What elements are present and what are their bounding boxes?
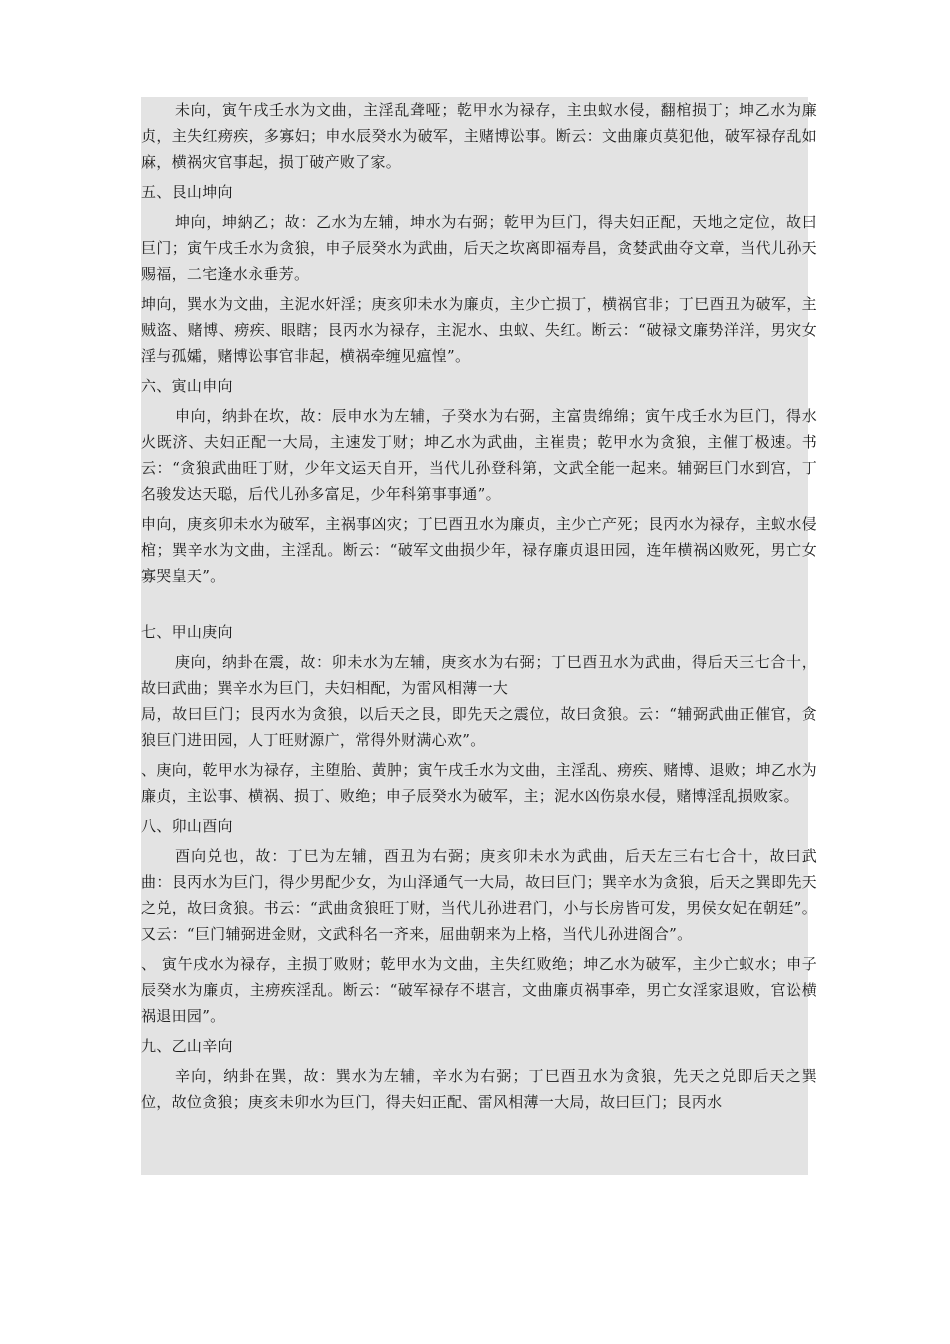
document-body: [141, 97, 817, 1119]
paragraph-geng-direction-inauspicious: 、庚向，乾甲水为禄存，主堕胎、黄肿；寅午戌壬水为文曲，主淫乱、痨疾、赌博、退败；坤乙水为廉贞，主讼事、横祸、损丁、败绝；申子辰癸水为破军，主；泥水凶伤泉水侵，赌博淫乱损败家。: [141, 761, 817, 805]
section-heading-7: 七、甲山庚向: [141, 623, 233, 641]
paragraph-wei-direction: 未向，寅午戌壬水为文曲，主淫乱聋哑；乾甲水为禄存，主虫蚁水侵，翻棺损丁；坤乙水为廉贞，主失红痨疾，多寡妇；申水辰癸水为破军，主赌博讼事。断云：文曲廉贞莫犯他，破军禄存乱如麻，横祸灾官事起，损丁破产败了家。: [141, 101, 817, 171]
paragraph-shen-direction-inauspicious: 申向，庚亥卯未水为破军，主祸事凶灾；丁巳酉丑水为廉贞，主少亡产死；艮丙水为禄存，主蚁水侵棺；巽辛水为文曲，主淫乱。断云：“破军文曲损少年，禄存廉贞退田园，连年横祸凶败死，男亡女寡哭皇天”。: [141, 515, 817, 585]
section-heading-5: 五、艮山坤向: [141, 183, 233, 201]
section-heading-6: 六、寅山申向: [141, 377, 233, 395]
paragraph-shen-direction-auspicious: 申向，纳卦在坎，故：辰申水为左辅，子癸水为右弼，主富贵绵绵；寅午戌壬水为巨门，得水火既济、夫妇正配一大局，主速发丁财；坤乙水为武曲，主崔贵；乾甲水为贪狼，主催丁极速。书云：“贪狼武曲旺丁财，少年文运天自开，当代儿孙登科第，文武全能一起来。辅弼巨门水到宫，丁名骏发达天聪，后代儿孙多富足，少年科第事事通”。: [141, 407, 817, 503]
paragraph-you-direction-auspicious: 酉向兑也，故：丁巳为左辅，酉丑为右弼；庚亥卯未水为武曲，后天左三右七合十，故曰武曲：艮丙水为巨门，得少男配少女，为山泽通气一大局，故曰巨门；巽辛水为贪狼，后天之巽即先天之兑，故曰贪狼。书云：“武曲贪狼旺丁财，当代儿孙进君门，小与长房皆可发，男侯女妃在朝廷”。又云：“巨门辅弼进金财，文武科名一齐来，屈曲朝来为上格，当代儿孙进阁合”。: [141, 847, 817, 943]
paragraph-kun-direction-auspicious: 坤向，坤納乙；故：乙水为左辅，坤水为右弼；乾甲为巨门，得夫妇正配，天地之定位，故曰巨门；寅午戌壬水为贪狼，申子辰癸水为武曲，后天之坎离即福寿昌，贪婪武曲夺文章，当代儿孙天赐福，二宅逢水永垂芳。: [141, 213, 817, 283]
paragraph-geng-direction-part2: 局，故曰巨门；艮丙水为贪狼，以后天之艮，即先天之震位，故曰贪狼。云：“辅弼武曲正催官，贪狼巨门进田园，人丁旺财源广，常得外财满心欢”。: [141, 705, 817, 749]
paragraph-you-direction-inauspicious: 、 寅午戌水为禄存，主损丁败财；乾甲水为文曲，主失红败绝；坤乙水为破军，主少亡蚁水；申子辰癸水为廉贞，主痨疾淫乱。断云：“破军禄存不堪言，文曲廉贞祸事牵，男亡女淫家退败，官讼横祸退田园”。: [141, 955, 817, 1025]
section-spacer: [141, 593, 817, 619]
paragraph-kun-direction-inauspicious: 坤向，巽水为文曲，主泥水奸淫；庚亥卯未水为廉贞，主少亡损丁，横祸官非；丁巳酉丑为破军，主贼盗、赌博、痨疾、眼瞎；艮丙水为禄存，主泥水、虫蚁、失红。断云：“破禄文廉势洋洋，男灾女淫与孤孀，赌博讼事官非起，横祸牵缠见瘟惶”。: [141, 295, 817, 365]
section-heading-8: 八、卯山酉向: [141, 817, 233, 835]
paragraph-xin-direction: 辛向，纳卦在巽，故：巽水为左辅，辛水为右弼；丁巳酉丑水为贪狼，先天之兑即后天之巽位，故位贪狼；庚亥未卯水为巨门，得夫妇正配、雷风相薄一大局，故曰巨门；艮丙水: [141, 1067, 817, 1111]
section-heading-9: 九、乙山辛向: [141, 1037, 233, 1055]
paragraph-geng-direction-part1: 庚向，纳卦在震，故：卯未水为左辅，庚亥水为右弼；丁巳酉丑水为武曲，得后天三七合十，故曰武曲；巽辛水为巨门，夫妇相配，为雷风相薄一大: [141, 653, 817, 697]
